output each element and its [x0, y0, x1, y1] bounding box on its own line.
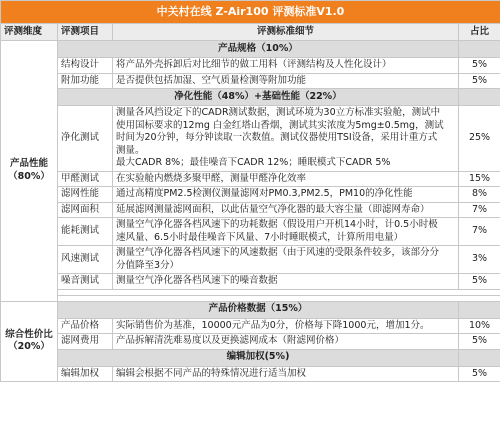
- item-struct: 结构设计: [58, 58, 113, 74]
- dimension-value: 综合性价比 （20%）: [1, 301, 58, 382]
- weight-purify: 25%: [459, 106, 500, 172]
- item-editor: 编辑加权: [58, 366, 113, 382]
- weight-filter-cost: 5%: [459, 334, 500, 350]
- weight-editor: 5%: [459, 366, 500, 382]
- table-row: [1, 171, 500, 187]
- weight-noise: 5%: [459, 274, 500, 290]
- detail-struct: 将产品外壳拆卸后对比细节的做工用料（评测结构及人性化设计）: [113, 58, 459, 74]
- item-filter: 滤网性能: [58, 187, 113, 203]
- item-formaldehyde: 甲醛测试: [58, 171, 113, 187]
- table-row: [1, 58, 500, 74]
- detail-noise: 测量空气净化器各档风速下的噪音数据: [113, 274, 459, 290]
- section-purify-weight: [459, 89, 500, 106]
- header-detail: 评测标准细节: [113, 24, 459, 41]
- weight-extra: 5%: [459, 73, 500, 89]
- detail-extra: 是否提供包括加湿、空气质量检测等附加功能: [113, 73, 459, 89]
- weight-wind: 3%: [459, 246, 500, 274]
- table-row: [1, 366, 500, 382]
- detail-editor: 编辑会根据不同产品的特殊情况进行适当加权: [113, 366, 459, 382]
- item-wind: 风速测试: [58, 246, 113, 274]
- table-row: [1, 274, 500, 290]
- section-bonus-weight: [459, 349, 500, 366]
- detail-filter: 通过高精度PM2.5检测仪测量滤网对PM0.3,PM2.5，PM10的净化性能: [113, 187, 459, 203]
- item-price: 产品价格: [58, 318, 113, 334]
- header-item: 评测项目: [58, 24, 113, 41]
- section-purify: 净化性能（48%）+基础性能（22%）: [58, 89, 459, 106]
- weight-price: 10%: [459, 318, 500, 334]
- table-row: [1, 187, 500, 203]
- table-row: [1, 106, 500, 172]
- section-price: 产品价格数据（15%）: [58, 301, 459, 318]
- table-row: [1, 246, 500, 274]
- item-extra: 附加功能: [58, 73, 113, 89]
- section-spec-weight: [459, 41, 500, 58]
- detail-filter-area: 延展滤网测量滤网面积，以此估量空气净化器的最大容尘量（即滤网寿命）: [113, 202, 459, 218]
- table-row: [1, 218, 500, 246]
- detail-purify: 测量各风挡设定下的CADR测试数据，测试环境为30立方标准实验舱，测试中 使用国标要求的12mg 白金红塔山香烟，测试其实浓度为5mg±0.5mg，测试 时间为20分钟，每分钟读取一次数值。测试仪器使用TSI设备，采用计重方式 测量。 最大CADR 8%；最佳噪音下CADR 12%；睡眠模式下CADR 5%: [113, 106, 459, 172]
- item-noise: 噪音测试: [58, 274, 113, 290]
- section-price-weight: [459, 301, 500, 318]
- table-row: [1, 73, 500, 89]
- dimension-performance: 产品性能 （80%）: [1, 41, 58, 302]
- weight-filter: 8%: [459, 187, 500, 203]
- table-row: [1, 334, 500, 350]
- header-weight: 占比: [459, 24, 500, 41]
- weight-formaldehyde: 15%: [459, 171, 500, 187]
- item-filter-cost: 滤网费用: [58, 334, 113, 350]
- detail-filter-cost: 产品拆解清洗难易度以及更换滤网成本（附滤网价格）: [113, 334, 459, 350]
- table-row: [1, 202, 500, 218]
- section-spec: 产品规格（10%）: [58, 41, 459, 58]
- detail-energy: 测量空气净化器各档风速下的功耗数据（假设用户开机14小时，计0.5小时极 速风量、6.5小时最佳噪音下风量、7小时睡眠模式，计算所用电量）: [113, 218, 459, 246]
- table-row: [1, 318, 500, 334]
- table-title: 中关村在线 Z-Air100 评测标准V1.0: [1, 1, 500, 24]
- detail-formaldehyde: 在实验舱内燃烧多聚甲醛，测量甲醛净化效率: [113, 171, 459, 187]
- detail-wind: 测量空气净化器各档风速下的风速数据（由于风速的受限条件较多，该部分分 分值降至3分）: [113, 246, 459, 274]
- item-filter-area: 滤网面积: [58, 202, 113, 218]
- weight-struct: 5%: [459, 58, 500, 74]
- weight-energy: 7%: [459, 218, 500, 246]
- item-purify: 净化测试: [58, 106, 113, 172]
- header-dimension: 评测维度: [1, 24, 58, 41]
- detail-price: 实际销售价为基准，10000元产品为0分，价格每下降1000元，增加1分。: [113, 318, 459, 334]
- item-energy: 能耗测试: [58, 218, 113, 246]
- section-bonus: 编辑加权(5%): [58, 349, 459, 366]
- weight-filter-area: 7%: [459, 202, 500, 218]
